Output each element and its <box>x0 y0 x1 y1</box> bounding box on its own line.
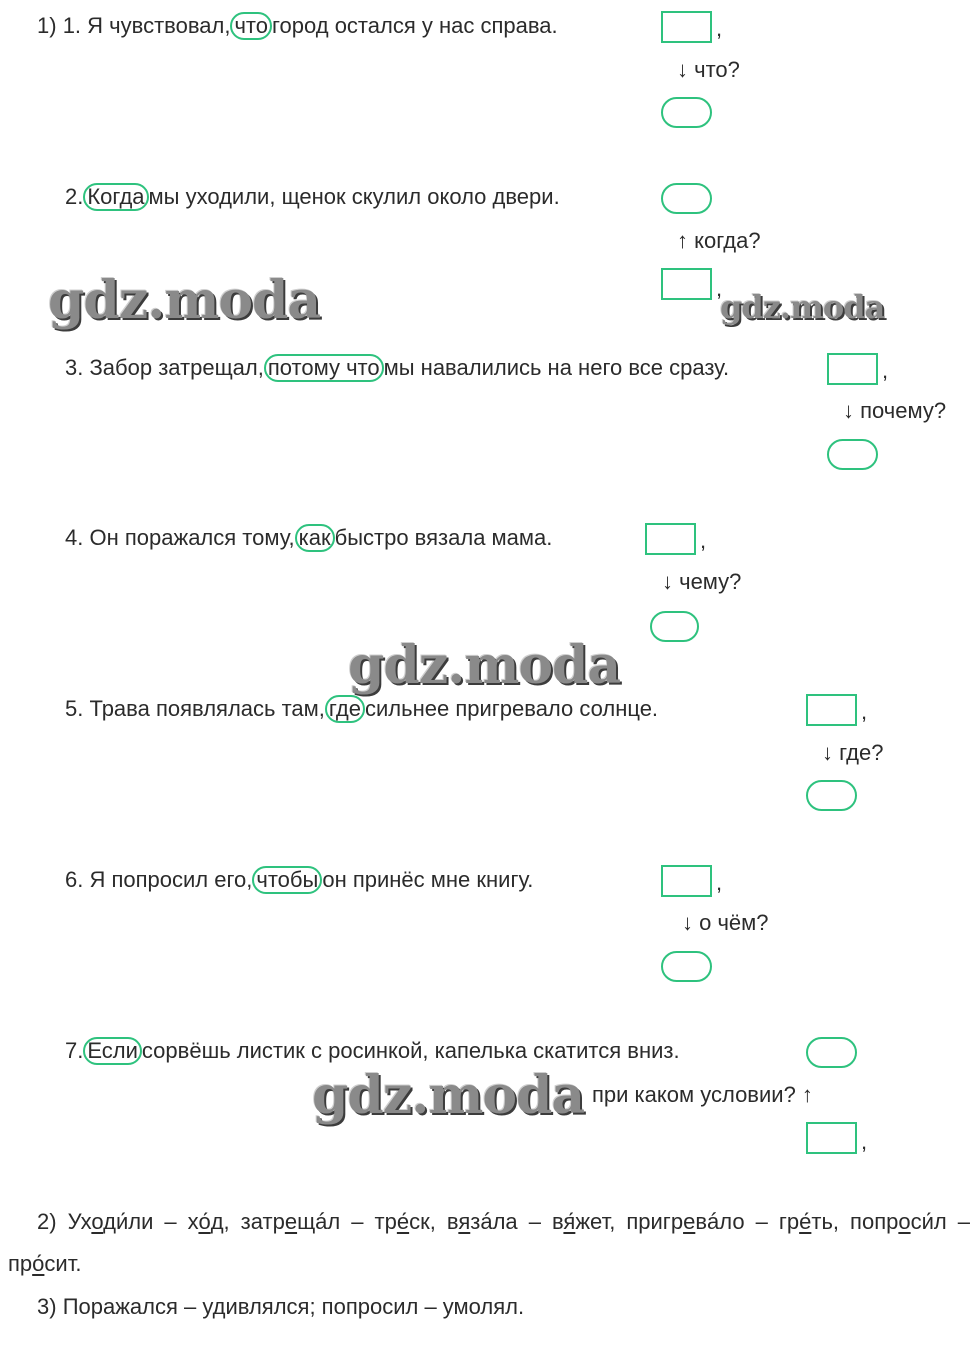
question-label: ↑ когда? <box>677 228 761 253</box>
sentence-post: сильнее пригревало солнце. <box>365 696 659 721</box>
watermark: gdz.moda <box>48 270 321 331</box>
sentence-number: 2. <box>65 184 84 209</box>
main-clause-box <box>661 268 712 300</box>
subordinate-clause-oval <box>661 97 712 128</box>
sentence-number: 6. <box>65 867 84 892</box>
section-3-text: Поражался – удивлялся; попросил – умолял. <box>62 1294 525 1319</box>
sentence-5 <box>65 696 658 722</box>
sentence-7 <box>65 1038 680 1064</box>
sentence-2 <box>65 184 560 210</box>
comma: , <box>700 528 707 553</box>
sentence-6 <box>65 867 533 893</box>
main-clause-box <box>806 1122 857 1154</box>
main-clause-box <box>806 694 857 726</box>
comma: , <box>861 699 868 724</box>
question-label: ↓ о чём? <box>682 910 769 935</box>
comma: , <box>861 1129 868 1154</box>
sentence-post: мы навалились на него все сразу. <box>383 355 730 380</box>
question-label: ↓ что? <box>677 57 740 82</box>
conjunction: Когда <box>83 183 148 211</box>
conjunction: где <box>325 695 365 723</box>
conjunction: что <box>230 12 272 40</box>
sentence-post: сорвёшь листик с росинкой, капелька скатится вниз. <box>141 1038 680 1063</box>
subordinate-clause-oval <box>661 951 712 982</box>
sentence-pre: Я попросил его, <box>89 867 253 892</box>
question-label: ↓ где? <box>822 740 884 765</box>
question-label: ↓ почему? <box>843 398 947 423</box>
sentence-post: мы уходили, щенок скулил около двери. <box>148 184 560 209</box>
subordinate-clause-oval <box>661 183 712 214</box>
section-2-label: 2) <box>37 1209 57 1234</box>
sentence-3 <box>65 355 729 381</box>
sentence-1 <box>37 13 558 39</box>
comma: , <box>716 16 723 41</box>
subordinate-clause-oval <box>650 611 699 642</box>
section-1-label: 1) <box>37 13 57 38</box>
sentence-number: 5. <box>65 696 84 721</box>
sentence-post: он принёс мне книгу. <box>322 867 534 892</box>
main-clause-box <box>827 353 878 385</box>
conjunction: Если <box>83 1037 142 1065</box>
sentence-pre: Он поражался тому, <box>89 525 295 550</box>
sentence-pre: Я чувствовал, <box>87 13 231 38</box>
sentence-number: 1. <box>62 13 82 38</box>
conjunction: чтобы <box>252 866 322 894</box>
conjunction: потому что <box>264 354 384 382</box>
comma: , <box>716 870 723 895</box>
watermark: gdz.moda <box>720 288 885 326</box>
sentence-number: 7. <box>65 1038 84 1063</box>
sentence-post: быстро вязала мама. <box>334 525 553 550</box>
section-3-paragraph <box>37 1294 524 1320</box>
sentence-number: 4. <box>65 525 84 550</box>
sentence-number: 3. <box>65 355 84 380</box>
question-label: ↓ чему? <box>662 569 742 594</box>
watermark: gdz.moda <box>312 1065 585 1126</box>
main-clause-box <box>661 11 712 43</box>
question-label: при каком условии? ↑ <box>592 1082 813 1107</box>
sentence-4 <box>65 525 552 551</box>
sentence-pre: Трава появлялась там, <box>89 696 325 721</box>
main-clause-box <box>645 523 696 555</box>
subordinate-clause-oval <box>806 780 857 811</box>
subordinate-clause-oval <box>827 439 878 470</box>
comma: , <box>716 276 723 301</box>
section-3-label: 3) <box>37 1294 57 1319</box>
sentence-post: город остался у нас справа. <box>271 13 558 38</box>
main-clause-box <box>661 865 712 897</box>
watermark: gdz.moda <box>348 635 621 696</box>
conjunction: как <box>295 524 335 552</box>
sentence-pre: Забор затрещал, <box>89 355 264 380</box>
section-2-paragraph: 2) Уходи́ли – хо́д, затрещáл – тре́ск, вязáла – вя́жет, пригревáло – гре́ть, попроси́л – про́сит. <box>8 1209 971 1276</box>
subordinate-clause-oval <box>806 1037 857 1068</box>
comma: , <box>882 358 889 383</box>
